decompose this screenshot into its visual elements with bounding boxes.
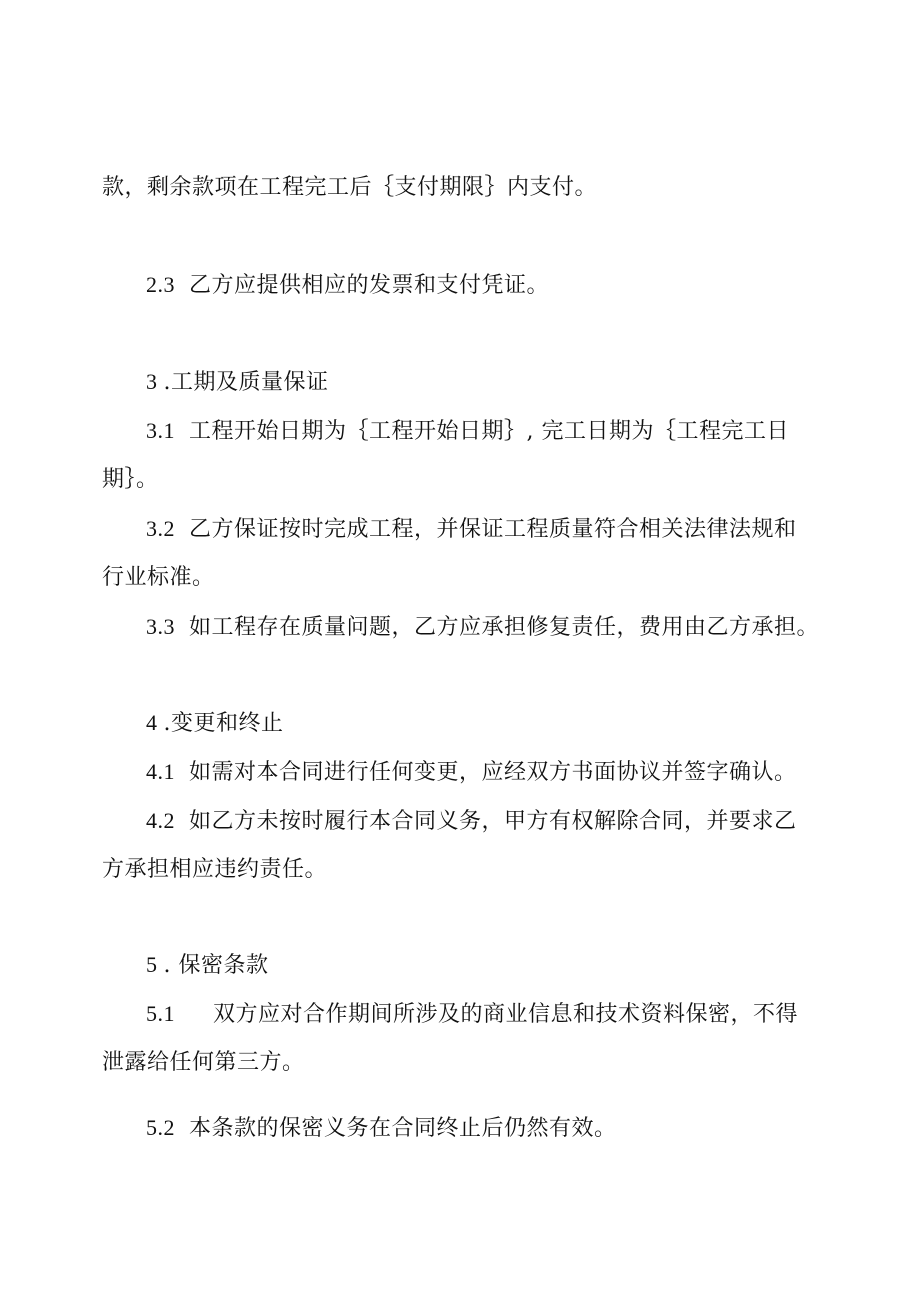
clause-text: 乙方应提供相应的发票和支付凭证。 (189, 273, 550, 298)
section-title: . 保密条款 (163, 953, 269, 978)
clause-number: 4.2 (146, 808, 175, 833)
clause-3-2 (146, 514, 866, 545)
section-5-heading (146, 950, 866, 981)
clause-5-2 (146, 1113, 866, 1144)
clause-4-2-continuation (102, 855, 822, 885)
section-title: .变更和终止 (163, 711, 284, 736)
clause-2-3 (146, 270, 866, 301)
paragraph-text: 款，剩余款项在工程完工后｛支付期限｝内支付。 (102, 175, 598, 200)
clause-number: 4.1 (146, 759, 175, 784)
section-4-heading (146, 708, 866, 739)
clause-text: 泄露给任何第三方。 (102, 1050, 305, 1075)
clause-text: 乙方保证按时完成工程，并保证工程质量符合相关法律法规和 (189, 517, 797, 542)
clause-text: 如需对本合同进行任何变更，应经双方书面协议并签字确认。 (189, 760, 797, 785)
clause-3-2-continuation (102, 563, 822, 593)
payment-continuation (102, 173, 822, 203)
clause-number: 3.1 (146, 418, 175, 443)
clause-5-1-continuation (102, 1048, 822, 1078)
clause-number: 3.3 (146, 614, 175, 639)
clause-number: 2.3 (146, 272, 175, 297)
clause-text: 期｝。 (102, 467, 159, 492)
section-number: 3 (146, 369, 158, 394)
clause-number: 3.2 (146, 516, 175, 541)
clause-3-1 (146, 416, 866, 447)
clause-number: 5.2 (146, 1115, 175, 1140)
clause-text: 本条款的保密义务在合同终止后仍然有效。 (189, 1116, 617, 1141)
clause-4-1 (146, 757, 866, 788)
section-3-heading (146, 367, 866, 398)
section-title: .工期及质量保证 (163, 370, 329, 395)
section-number: 5 (146, 952, 158, 977)
clause-text: 方承担相应违约责任。 (102, 857, 328, 882)
section-number: 4 (146, 710, 158, 735)
clause-4-2 (146, 806, 866, 837)
clause-text: 行业标准。 (102, 565, 215, 590)
clause-3-3 (146, 612, 866, 643)
clause-text: 双方应对合作期间所涉及的商业信息和技术资料保密，不得 (213, 1002, 799, 1027)
clause-3-1-continuation (102, 465, 822, 495)
clause-5-1 (146, 999, 866, 1030)
clause-text: 工程开始日期为｛工程开始日期｝, 完工日期为｛工程完工日 (189, 419, 789, 444)
clause-number: 5.1 (146, 1001, 175, 1026)
clause-text: 如乙方未按时履行本合同义务，甲方有权解除合同，并要求乙 (189, 809, 797, 834)
clause-text: 如工程存在质量问题，乙方应承担修复责任，费用由乙方承担。 (189, 615, 820, 640)
